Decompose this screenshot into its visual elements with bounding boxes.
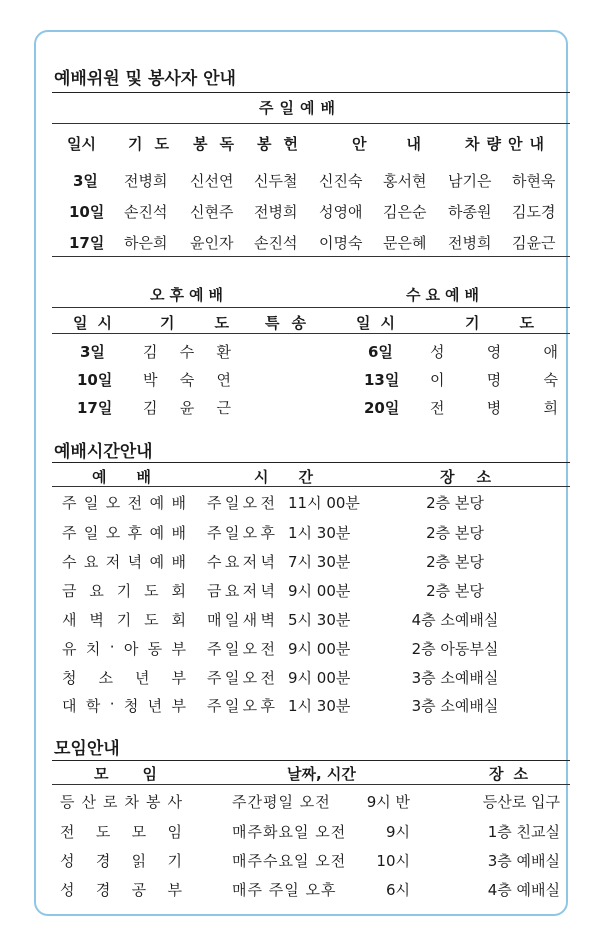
schedule-header-service: 예배: [92, 468, 181, 486]
sunday-cell: 김은순: [383, 203, 427, 221]
afternoon-row-name: 김 윤 근: [143, 399, 231, 417]
meeting-time: 6시: [385, 881, 410, 899]
sunday-cell: 전병희: [254, 203, 298, 221]
sunday-cell: 손진석: [124, 203, 168, 221]
meeting-name: 전 도 모 임: [60, 823, 182, 841]
afternoon-header-special: 특송: [265, 314, 318, 332]
sunday-cell: 문은혜: [383, 234, 427, 252]
wednesday-row-date: 20일: [364, 399, 400, 417]
divider: [52, 123, 570, 124]
afternoon-row-date: 10일: [77, 371, 113, 389]
sunday-cell: 전병희: [448, 234, 492, 252]
meetings-title: 모임안내: [54, 739, 120, 759]
schedule-service: 청 소 년 부: [62, 669, 186, 687]
schedule-place: 4층 소예배실: [411, 611, 499, 629]
divider: [52, 784, 570, 785]
schedule-service: 주 일 오 전 예 배: [62, 494, 186, 512]
schedule-day: 금 요 저 녁: [207, 582, 275, 600]
volunteers-title: 예배위원 및 봉사자 안내: [54, 69, 236, 89]
sunday-row-date: 10일: [69, 203, 105, 221]
divider: [52, 462, 570, 463]
schedule-place: 2층 본당: [426, 582, 484, 600]
divider: [52, 92, 570, 93]
afternoon-row-date: 17일: [77, 399, 113, 417]
wednesday-header-prayer: 기도: [465, 314, 574, 332]
sunday-cell: 신현주: [190, 203, 234, 221]
sunday-cell: 이명숙: [319, 234, 363, 252]
schedule-place: 2층 아동부실: [411, 640, 499, 658]
schedule-place: 2층 본당: [426, 524, 484, 542]
sunday-cell: 성영애: [319, 203, 363, 221]
schedule-header-time: 시간: [254, 468, 343, 486]
sunday-cell: 전병희: [124, 172, 168, 190]
schedule-day: 매 일 새 벽: [207, 611, 275, 629]
divider: [52, 486, 570, 487]
schedule-day: 주 일 오 후: [207, 524, 275, 542]
meetings-header-datetime: 날짜, 시간: [287, 765, 356, 783]
afternoon-row-date: 3일: [80, 343, 105, 361]
meeting-place: 3층 예배실: [487, 852, 560, 870]
schedule-service: 금 요 기 도 회: [62, 582, 186, 600]
schedule-day: 주 일 오 전: [207, 494, 275, 512]
schedule-day: 수 요 저 녁: [207, 553, 275, 571]
schedule-service: 주 일 오 후 예 배: [62, 524, 186, 542]
sunday-header-usher: 안내: [352, 135, 461, 153]
schedule-time: 1시 30분: [288, 697, 351, 715]
sunday-cell: 김도경: [512, 203, 556, 221]
schedule-service: 새 벽 기 도 회: [62, 611, 186, 629]
afternoon-service-title: 오후예배: [150, 286, 228, 304]
sunday-cell: 손진석: [254, 234, 298, 252]
schedule-place: 3층 소예배실: [411, 669, 499, 687]
meeting-time: 10시: [376, 852, 410, 870]
sunday-cell: 신선연: [190, 172, 234, 190]
schedule-place: 2층 본당: [426, 494, 484, 512]
schedule-service: 대 학 · 청 년 부: [62, 695, 186, 715]
meeting-place: 4층 예배실: [487, 881, 560, 899]
sunday-header-offering: 봉헌: [257, 135, 310, 153]
sunday-cell: 윤인자: [190, 234, 234, 252]
sunday-cell: 하현욱: [512, 172, 556, 190]
schedule-time: 11시 00분: [288, 494, 360, 512]
wednesday-row-date: 13일: [364, 371, 400, 389]
schedule-header-place: 장소: [440, 468, 513, 486]
wednesday-header-date: 일시: [356, 314, 405, 332]
sunday-header-prayer: 기도: [128, 135, 181, 153]
sunday-row-date: 17일: [69, 234, 105, 252]
sunday-cell: 홍서현: [383, 172, 427, 190]
sunday-cell: 하종원: [448, 203, 492, 221]
meeting-name: 등 산 로 차 봉 사: [60, 793, 182, 811]
sunday-cell: 신진숙: [319, 172, 363, 190]
meeting-name: 성 경 공 부: [60, 881, 182, 899]
afternoon-row-name: 김 수 환: [143, 343, 231, 361]
meeting-time: 9시: [385, 823, 410, 841]
schedule-time: 9시 00분: [288, 582, 351, 600]
afternoon-header-prayer: 기도: [160, 314, 269, 332]
divider: [52, 256, 570, 257]
divider: [52, 760, 570, 761]
schedule-time: 9시 00분: [288, 669, 351, 687]
meeting-day: 매주수요일 오전: [232, 852, 347, 870]
wednesday-row-name: 전 병 희: [430, 399, 558, 417]
meeting-place: 1층 친교실: [487, 823, 560, 841]
sunday-header-driving: 차량안내: [465, 135, 551, 153]
schedule-day: 주 일 오 후: [207, 697, 275, 715]
sunday-service-title: 주일예배: [259, 99, 341, 117]
divider: [52, 333, 570, 334]
sunday-row-date: 3일: [73, 172, 98, 190]
sunday-cell: 김윤근: [512, 234, 556, 252]
schedule-day: 주 일 오 전: [207, 669, 275, 687]
meeting-day: 매주 주일 오후: [232, 881, 337, 899]
wednesday-row-date: 6일: [368, 343, 393, 361]
schedule-place: 3층 소예배실: [411, 697, 499, 715]
meeting-name: 성 경 읽 기: [60, 852, 182, 870]
meeting-day: 주간평일 오전: [232, 793, 331, 811]
schedule-day: 주 일 오 전: [207, 640, 275, 658]
sunday-header-date: 일시: [67, 135, 96, 153]
afternoon-header-date: 일시: [73, 314, 122, 332]
sunday-cell: 남기은: [448, 172, 492, 190]
schedule-time: 9시 00분: [288, 640, 351, 658]
sunday-header-reading: 봉독: [193, 135, 246, 153]
schedule-time: 7시 30분: [288, 553, 351, 571]
schedule-place: 2층 본당: [426, 553, 484, 571]
schedule-time: 5시 30분: [288, 611, 351, 629]
meeting-time: 9시 반: [366, 793, 410, 811]
meeting-day: 매주화요일 오전: [232, 823, 347, 841]
schedule-service: 유 치 · 아 동 부: [62, 638, 186, 658]
sunday-cell: 하은희: [124, 234, 168, 252]
schedule-service: 수 요 저 녁 예 배: [62, 553, 186, 571]
meeting-place: 등산로 입구: [482, 793, 560, 811]
wednesday-row-name: 성 영 애: [430, 343, 558, 361]
meetings-header-meeting: 모임: [94, 765, 191, 783]
schedule-title: 예배시간안내: [54, 442, 153, 462]
sunday-cell: 신두철: [254, 172, 298, 190]
wednesday-row-name: 이 명 숙: [430, 371, 558, 389]
wednesday-service-title: 수요예배: [406, 286, 484, 304]
meetings-header-place: 장소: [489, 765, 538, 783]
schedule-time: 1시 30분: [288, 524, 351, 542]
divider: [52, 307, 570, 308]
afternoon-row-name: 박 숙 연: [143, 371, 231, 389]
